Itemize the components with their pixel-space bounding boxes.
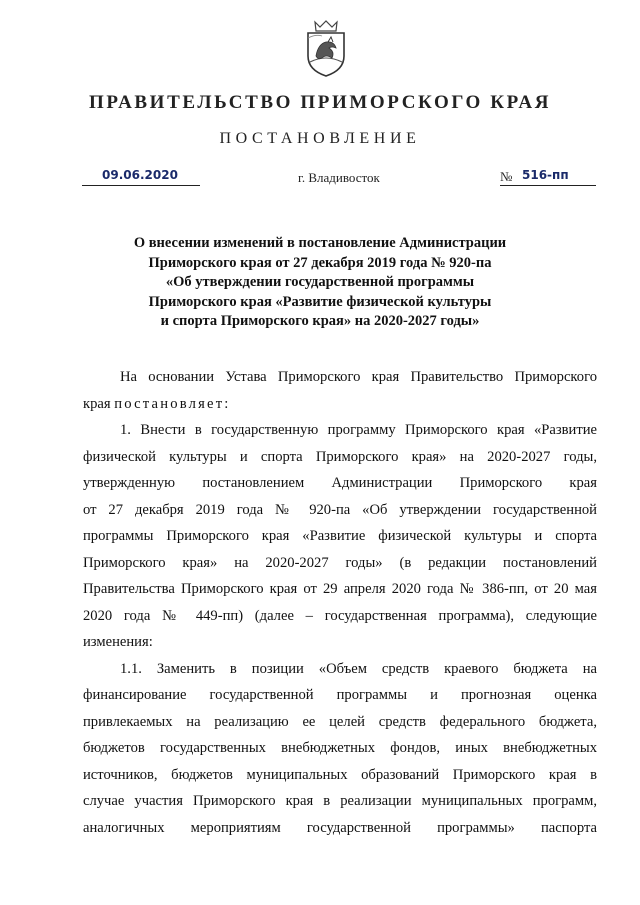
item1-line: 2020 года № 449-пп) (далее – государственная программа), следующие — [83, 607, 597, 624]
item1-line: физической культуры и спорта Приморского края» на 2020-2027 годы, — [83, 448, 597, 465]
item1-1-line: источников, бюджетов муниципальных образований Приморского края в — [83, 766, 597, 783]
document-body — [83, 364, 597, 841]
document-type: ПОСТАНОВЛЕНИЕ — [219, 130, 421, 147]
item1-line: программы Приморского края «Развитие физической культуры и спорта — [83, 528, 597, 544]
item1-line: 1. Внести в государственную программу Приморского края «Развитие — [120, 422, 597, 438]
item1-1-line: аналогичных мероприятиям государственной программы» паспорта — [83, 819, 597, 836]
number-sign: № — [500, 169, 513, 184]
document-subject — [0, 234, 640, 332]
number-field — [500, 168, 596, 186]
document-meta-row — [0, 168, 640, 190]
preamble-line — [83, 391, 597, 418]
item1-1-line: случае участия Приморского края в реализации муниципальных программ, — [83, 793, 597, 809]
preamble-spaced-word: постановляет — [114, 395, 225, 412]
subject-line: и спорта Приморского края» на 2020-2027 годы» — [160, 313, 480, 329]
item1-1-line: бюджетов государственных внебюджетных фондов, иных внебюджетных — [83, 740, 597, 756]
preamble-text: края — [83, 395, 115, 412]
subject-line: Приморского края «Развитие физической культуры — [148, 293, 492, 310]
item1-line: изменения: — [83, 634, 153, 650]
document-date: 09.06.2020 — [102, 168, 178, 182]
date-field — [82, 168, 200, 186]
subject-line: Приморского края от 27 декабря 2019 года № 920-па — [148, 254, 492, 271]
subject-line: «Об утверждении государственной программы — [165, 274, 475, 290]
coat-of-arms-icon — [302, 18, 350, 78]
item1-1-line: финансирование государственной программы и прогнозная оценка — [83, 687, 597, 703]
item1-line: утвержденную постановлением Администрации Приморского края — [83, 475, 597, 491]
item1-line: Приморского края» на 2020-2027 годы» (в редакции постановлений — [83, 554, 597, 571]
document-number: 516-пп — [522, 168, 569, 182]
document-city: г. Владивосток — [298, 170, 380, 185]
government-title: ПРАВИТЕЛЬСТВО ПРИМОРСКОГО КРАЯ — [88, 92, 552, 113]
item1-1-line: 1.1. Заменить в позиции «Объем средств краевого бюджета на — [120, 660, 597, 677]
item1-line: Правительства Приморского края от 29 апреля 2020 года № 386-пп, от 20 мая — [83, 581, 597, 597]
item1-1-line: привлекаемых на реализацию ее целей средств федерального бюджета, — [83, 713, 597, 730]
subject-line: О внесении изменений в постановление Администрации — [133, 235, 507, 251]
preamble-line: На основании Устава Приморского края Правительство Приморского — [120, 369, 597, 385]
preamble-colon: : — [224, 395, 229, 412]
item1-line: от 27 декабря 2019 года № 920-па «Об утверждении государственной — [83, 501, 597, 518]
